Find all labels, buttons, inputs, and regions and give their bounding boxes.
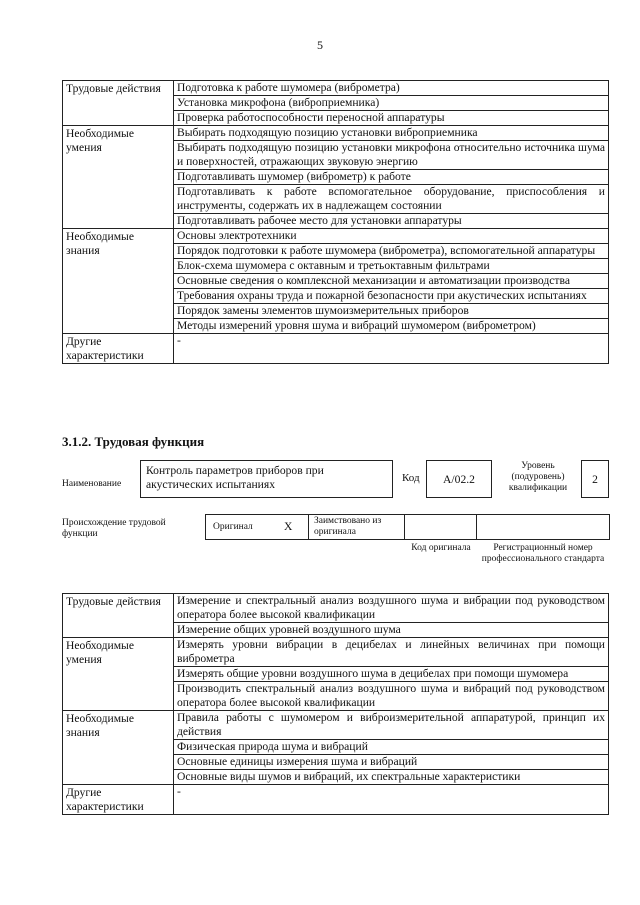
item-cell: Порядок замены элементов шумоизмерительных приборов bbox=[174, 304, 609, 319]
item-cell: Основные единицы измерения шума и вибраций bbox=[174, 755, 609, 770]
item-cell: Основы электротехники bbox=[174, 229, 609, 244]
borrowed-label: Заимствовано из оригинала bbox=[314, 516, 382, 537]
name-label: Наименование bbox=[62, 479, 122, 489]
item-cell: Установка микрофона (виброприемника) bbox=[174, 96, 609, 111]
item-cell: Измерять общие уровни воздушного шума в децибелах при помощи шумомера bbox=[174, 667, 609, 682]
item-cell: Физическая природа шума и вибраций bbox=[174, 740, 609, 755]
table-row bbox=[63, 638, 609, 667]
section-title: 3.1.2. Трудовая функция bbox=[62, 434, 205, 449]
category-cell: Трудовые действия bbox=[63, 594, 174, 638]
item-cell: Правила работы с шумомером и виброизмерительной аппаратурой, принцип их действия bbox=[174, 711, 609, 740]
item-cell: Требования охраны труда и пожарной безопасности при акустических испытаниях bbox=[174, 289, 609, 304]
code-label: Код bbox=[402, 472, 420, 484]
category-cell: Другие характеристики bbox=[63, 334, 174, 364]
original-label: Оригинал bbox=[213, 522, 253, 532]
code-value: A/02.2 bbox=[443, 473, 475, 486]
table-row bbox=[63, 229, 609, 244]
table-row bbox=[63, 334, 609, 364]
category-cell: Необходимые знания bbox=[63, 711, 174, 785]
item-cell: Производить спектральный анализ воздушного шума и вибраций под руководством оператора более высокой квалификации bbox=[174, 682, 609, 711]
item-cell: Подготавливать рабочее место для установки аппаратуры bbox=[174, 214, 609, 229]
item-cell: - bbox=[174, 785, 609, 815]
origin-row bbox=[205, 514, 610, 540]
level-value: 2 bbox=[592, 473, 598, 486]
table-row bbox=[63, 594, 609, 623]
origin-label: Происхождение трудовой функции bbox=[62, 518, 166, 539]
table-row bbox=[63, 81, 609, 96]
table-row bbox=[63, 785, 609, 815]
table2-body bbox=[63, 594, 609, 815]
item-cell: - bbox=[174, 334, 609, 364]
category-cell: Необходимые умения bbox=[63, 126, 174, 229]
table1-body bbox=[63, 81, 609, 364]
table-row bbox=[63, 126, 609, 141]
labor-function-table-2 bbox=[62, 593, 609, 815]
origin-divider-1 bbox=[308, 514, 309, 540]
reg-number-label: Регистрационный номер профессионального стандарта bbox=[481, 543, 605, 564]
level-label: Уровень (подуровень) квалификации bbox=[508, 461, 568, 493]
category-cell: Необходимые умения bbox=[63, 638, 174, 711]
item-cell: Подготовка к работе шумомера (виброметра) bbox=[174, 81, 609, 96]
origin-divider-2 bbox=[404, 514, 405, 540]
item-cell: Методы измерений уровня шума и вибраций шумомером (виброметром) bbox=[174, 319, 609, 334]
labor-function-table-1 bbox=[62, 80, 609, 364]
item-cell: Измерение общих уровней воздушного шума bbox=[174, 623, 609, 638]
name-value: Контроль параметров приборов при акустических испытаниях bbox=[146, 464, 324, 491]
item-cell: Измерение и спектральный анализ воздушного шума и вибрации под руководством оператора более высокой квалификации bbox=[174, 594, 609, 623]
origin-divider-3 bbox=[476, 514, 477, 540]
item-cell: Блок-схема шумомера с октавным и третьоктавным фильтрами bbox=[174, 259, 609, 274]
item-cell: Подготавливать к работе вспомогательное оборудование, приспособления и инструменты, содержать их в надлежащем состоянии bbox=[174, 185, 609, 214]
item-cell: Подготавливать шумомер (виброметр) к работе bbox=[174, 170, 609, 185]
item-cell: Основные виды шумов и вибраций, их спектральные характеристики bbox=[174, 770, 609, 785]
item-cell: Выбирать подходящую позицию установки микрофона относительно источника шума и поверхностей, отражающих звуковую энергию bbox=[174, 141, 609, 170]
category-cell: Необходимые знания bbox=[63, 229, 174, 334]
item-cell: Основные сведения о комплексной механизации и автоматизации производства bbox=[174, 274, 609, 289]
item-cell: Выбирать подходящую позицию установки виброприемника bbox=[174, 126, 609, 141]
table-row bbox=[63, 711, 609, 740]
code-original-label: Код оригинала bbox=[411, 543, 471, 553]
page-number: 5 bbox=[317, 38, 323, 52]
item-cell: Измерять уровни вибрации в децибелах и линейных величинах при помощи виброметра bbox=[174, 638, 609, 667]
item-cell: Порядок подготовки к работе шумомера (виброметра), вспомогательной аппаратуры bbox=[174, 244, 609, 259]
category-cell: Трудовые действия bbox=[63, 81, 174, 126]
category-cell: Другие характеристики bbox=[63, 785, 174, 815]
item-cell: Проверка работоспособности переносной аппаратуры bbox=[174, 111, 609, 126]
original-mark: X bbox=[284, 520, 293, 533]
